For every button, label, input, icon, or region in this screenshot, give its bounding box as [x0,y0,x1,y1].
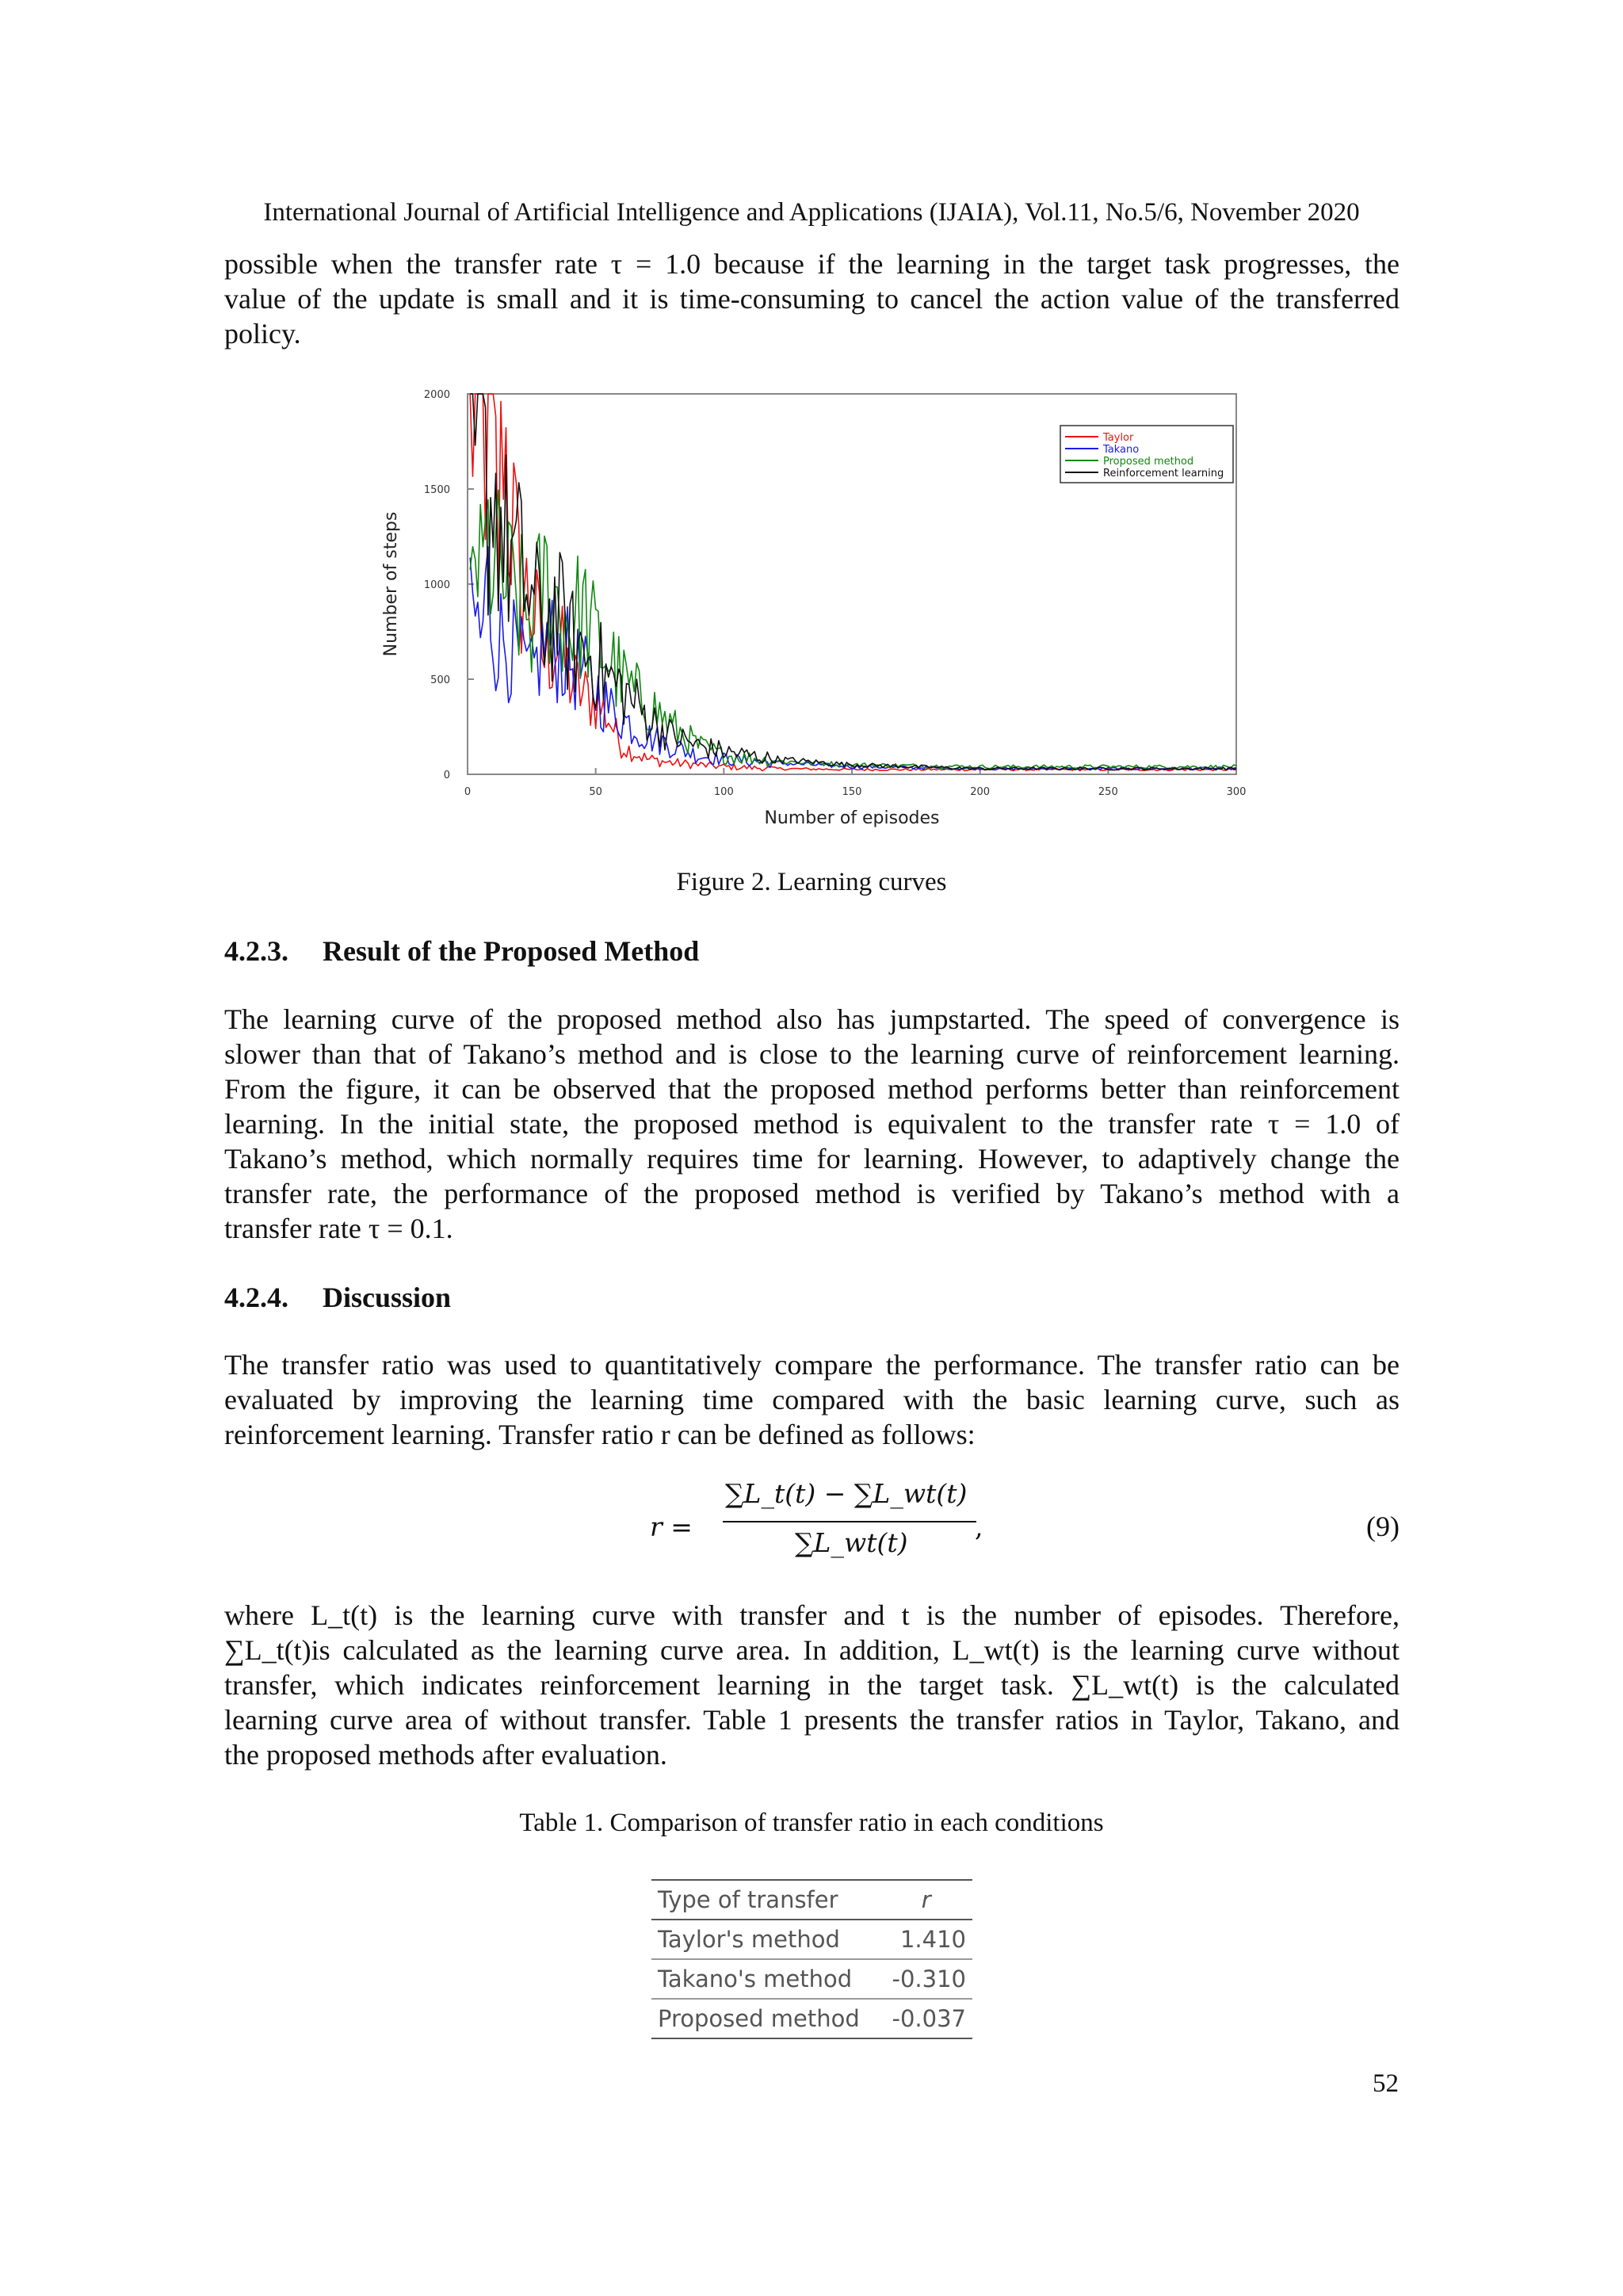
y-tick-label: 1500 [423,484,450,496]
section-number: 4.2.4. [224,1282,288,1313]
text-line: The learning curve of the proposed method also has jumpstarted. The speed of convergence is [224,1003,1400,1035]
table-cell: 1.410 [880,1920,972,1959]
intro-line-1: possible when the transfer rate τ = 1.0 because if the learning in the target task progresses, the [224,248,1400,280]
figure-caption: Figure 2. Learning curves [676,868,947,896]
section-heading-4-2-3 [224,934,699,968]
x-tick-label: 300 [1226,786,1247,798]
series-line-proposed-method [470,490,1236,768]
y-tick-label: 2000 [423,389,450,401]
intro-paragraph [224,246,1400,351]
table-cell: -0.310 [880,1959,972,1999]
table-caption: Table 1. Comparison of transfer ratio in each conditions [519,1809,1104,1837]
x-axis-label: Number of episodes [764,808,940,828]
section-4-2-3-paragraph [224,1002,1400,1246]
text-line: evaluated by improving the learning time compared with the basic learning curve, such as [224,1384,1400,1415]
section-title: Discussion [323,1282,452,1313]
text-line: ∑L_t(t)is calculated as the learning curve area. In addition, L_wt(t) is the learning curve without [224,1634,1400,1666]
text-line: Takano’s method, which normally requires time for learning. However, to adaptively change the [224,1143,1400,1175]
x-tick-label: 150 [842,786,862,798]
fraction-bar [723,1521,976,1522]
chart-legend [1060,426,1233,483]
table-header-row [651,1880,972,1920]
text-line: From the figure, it can be observed that the proposed method performs better than reinforcement [224,1073,1400,1105]
table-row [651,1920,972,1959]
x-tick-label: 250 [1098,786,1118,798]
section-number: 4.2.3. [224,935,288,967]
x-tick-label: 50 [589,786,602,798]
page-header: International Journal of Artificial Intelligence and Applications (IJAIA), Vol.11, No.5/6, November 2020 [263,198,1360,227]
table-row [651,1959,972,1999]
equation-number: (9) [1366,1511,1400,1542]
x-tick-label: 100 [713,786,734,798]
section-4-2-4-paragraph [224,1347,1400,1452]
y-tick-label: 1000 [423,579,450,591]
after-equation-paragraph [224,1598,1400,1772]
equation-denominator: ∑L_wt(t) [795,1527,908,1558]
y-axis-label: Number of steps [381,511,401,657]
table-header-cell: Type of transfer [651,1880,880,1920]
text-line: transfer rate τ = 0.1. [224,1213,453,1244]
table-cell: Takano's method [651,1959,880,1999]
x-tick-label: 0 [464,786,472,798]
text-line: slower than that of Takano’s method and is close to the learning curve of reinforcement learning. [224,1038,1400,1070]
equation-numerator: ∑L_t(t) − ∑L_wt(t) [725,1478,968,1509]
section-heading-4-2-4 [224,1280,451,1315]
legend-label: Proposed method [1103,456,1194,468]
text-line: The transfer ratio was used to quantitatively compare the performance. The transfer ratio can be [224,1349,1400,1381]
equation-lhs: r = [650,1511,693,1542]
page-number: 52 [1373,2069,1399,2098]
text-line: where L_t(t) is the learning curve with transfer and t is the number of episodes. Therefore, [224,1599,1400,1631]
learning-curves-chart [365,376,1252,836]
y-tick-label: 500 [430,674,450,686]
intro-line-3: policy. [224,318,301,350]
intro-line-2: value of the update is small and it is time-consuming to cancel the action value of the transferred [224,283,1400,315]
text-line: the proposed methods after evaluation. [224,1739,667,1771]
text-line: learning curve area of without transfer. Table 1 presents the transfer ratios in Taylor, Takano, and [224,1704,1400,1736]
x-tick-label: 200 [970,786,991,798]
section-title: Result of the Proposed Method [323,935,700,967]
text-line: transfer rate, the performance of the proposed method is verified by Takano’s method with a [224,1178,1400,1209]
transfer-ratio-table [651,1879,972,2039]
table-cell: -0.037 [880,1999,972,2038]
equation-comma: , [975,1511,983,1542]
table-row [651,1999,972,2038]
text-line: reinforcement learning. Transfer ratio r can be defined as follows: [224,1419,976,1450]
text-line: learning. In the initial state, the proposed method is equivalent to the transfer rate τ = 1.0 of [224,1108,1400,1140]
text-line: transfer, which indicates reinforcement learning in the target task. ∑L_wt(t) is the calculated [224,1669,1400,1701]
legend-label: Taylor [1103,432,1134,444]
table-header-cell: r [880,1880,972,1920]
legend-label: Reinforcement learning [1103,468,1224,479]
y-tick-label: 0 [443,770,450,781]
table-cell: Taylor's method [651,1920,880,1959]
legend-label: Takano [1103,444,1140,456]
table-cell: Proposed method [651,1999,880,2038]
